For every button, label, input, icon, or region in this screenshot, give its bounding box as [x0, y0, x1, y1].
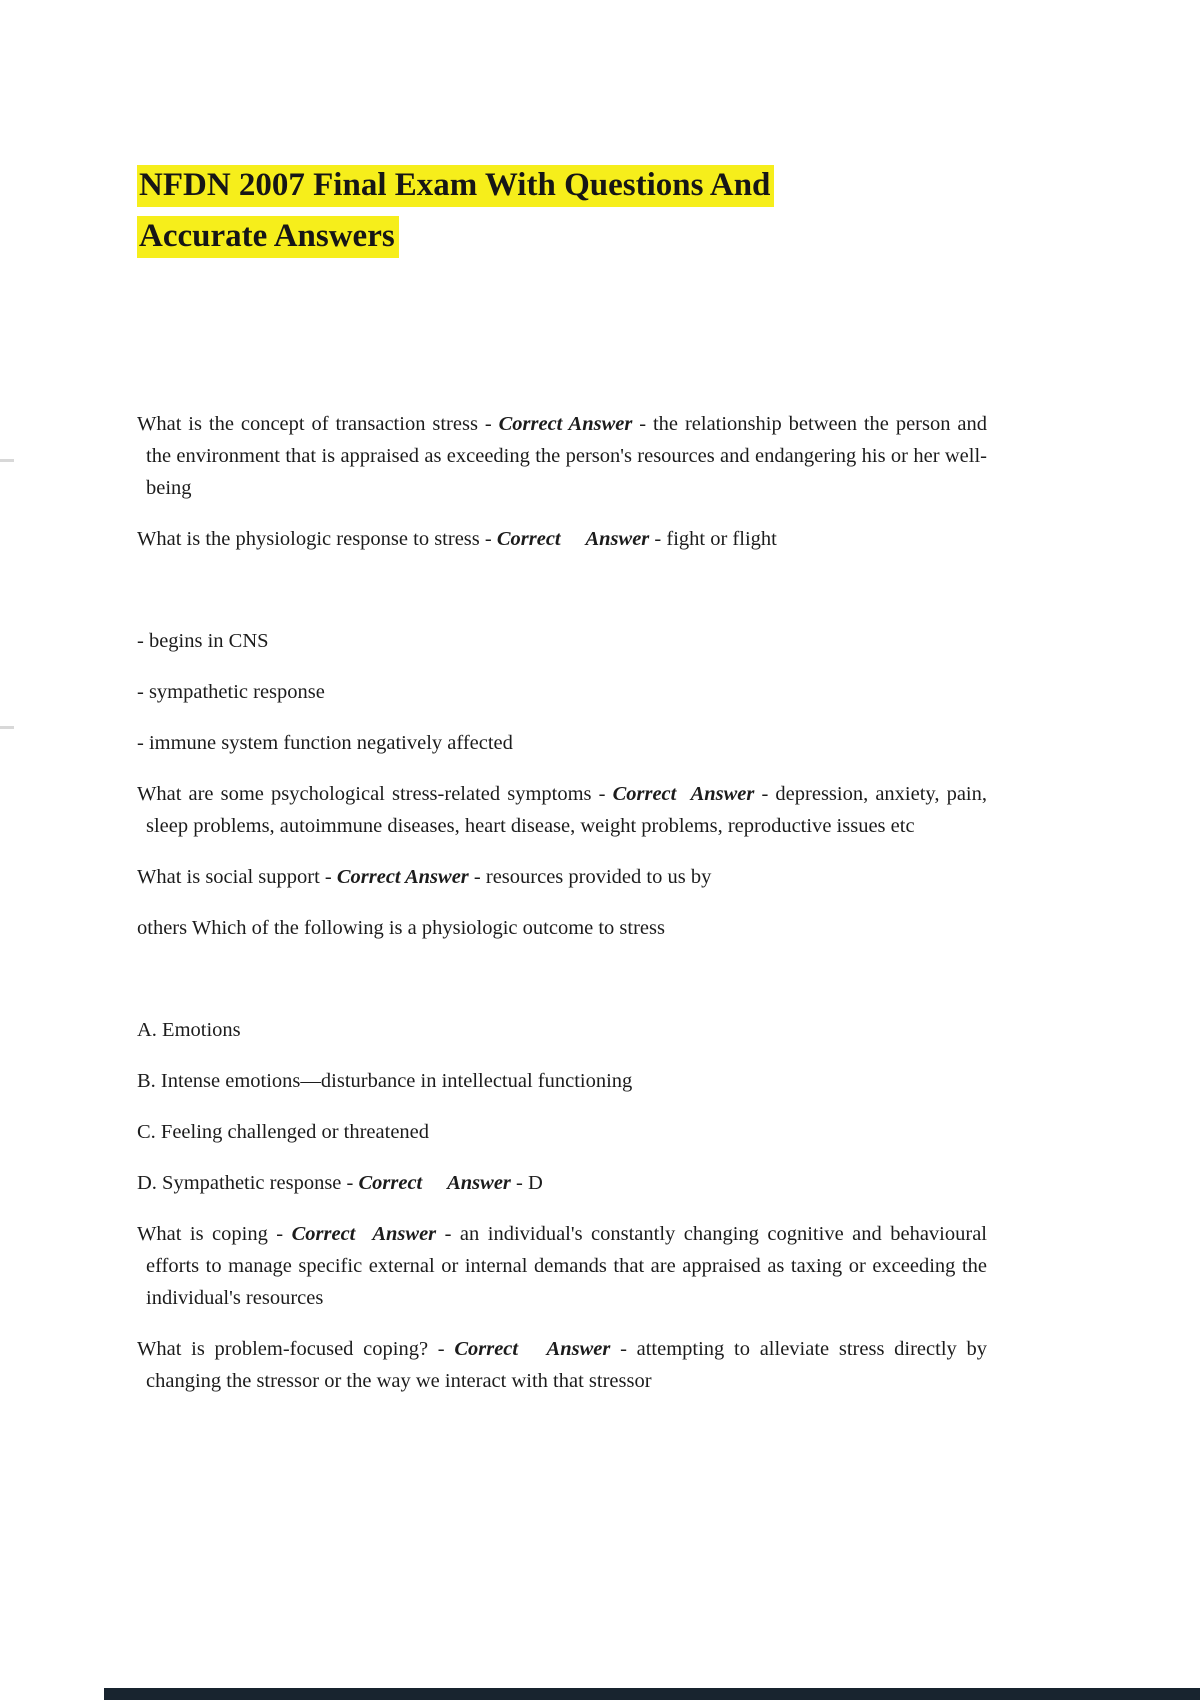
text-run: - immune system function negatively affected [137, 732, 513, 754]
text-line [137, 1116, 987, 1148]
text-run: D. Sympathetic response - [137, 1172, 359, 1194]
correct-answer-label: Correct Answer [612, 783, 755, 805]
text-run: - D [510, 1172, 543, 1194]
text-line [137, 676, 987, 708]
page-title [137, 160, 987, 262]
text-run: - attempting to alleviate stress directly by changing the stressor or the way we interact with that stressor [146, 1338, 987, 1392]
correct-answer-label: Correct Answer [291, 1223, 437, 1245]
correct-answer-label: Correct Answer [336, 866, 469, 888]
text-run: - fight or flight [649, 528, 777, 550]
qa-paragraph [137, 523, 987, 555]
text-run: - begins in CNS [137, 630, 269, 652]
text-run: others Which of the following is a physiologic outcome to stress [137, 917, 665, 939]
text-run: - the relationship between the person and the environment that is appraised as exceeding the person's resources and endangering his or her well-being [146, 413, 987, 499]
page-title-line-1: NFDN 2007 Final Exam With Questions And [137, 165, 774, 207]
text-run: - sympathetic response [137, 681, 325, 703]
scan-artifact [0, 459, 14, 462]
text-run: - depression, anxiety, pain, sleep problems, autoimmune diseases, heart disease, weight problems, reproductive issues etc [146, 783, 987, 837]
scan-artifact [0, 726, 14, 729]
text-run: What is coping - [137, 1223, 292, 1245]
text-run: What is the concept of transaction stress - [137, 413, 499, 435]
vertical-spacer [137, 963, 987, 1014]
document-body [137, 408, 987, 1397]
text-line [137, 1065, 987, 1097]
text-run: What are some psychological stress-related symptoms - [137, 783, 613, 805]
correct-answer-label: Correct Answer [498, 413, 633, 435]
text-run: A. Emotions [137, 1019, 241, 1041]
footer-bar [104, 1688, 1200, 1700]
document-content [137, 0, 987, 1416]
qa-paragraph [137, 408, 987, 504]
qa-paragraph [137, 1167, 987, 1199]
text-run: C. Feeling challenged or threatened [137, 1121, 430, 1143]
qa-paragraph [137, 1333, 987, 1397]
text-run: What is the physiologic response to stress - [137, 528, 497, 550]
vertical-spacer [137, 574, 987, 625]
qa-paragraph [137, 1218, 987, 1314]
correct-answer-label: Correct Answer [358, 1172, 511, 1194]
correct-answer-label: Correct Answer [454, 1338, 611, 1360]
text-run: - an individual's constantly changing cognitive and behavioural efforts to manage specific external or internal demands that are appraised as taxing or exceeding the individual's resources [146, 1223, 987, 1309]
correct-answer-label: Correct Answer [496, 528, 650, 550]
page-title-line-2: Accurate Answers [137, 216, 399, 258]
text-run: - resources provided to us by [468, 866, 712, 888]
qa-paragraph [137, 778, 987, 842]
text-run: B. Intense emotions—disturbance in intellectual functioning [137, 1070, 633, 1092]
qa-paragraph [137, 861, 987, 893]
text-run: What is problem-focused coping? - [137, 1338, 455, 1360]
text-line [137, 1014, 987, 1046]
qa-paragraph [137, 912, 987, 944]
text-line [137, 727, 987, 759]
text-line [137, 625, 987, 657]
text-run: What is social support - [137, 866, 337, 888]
